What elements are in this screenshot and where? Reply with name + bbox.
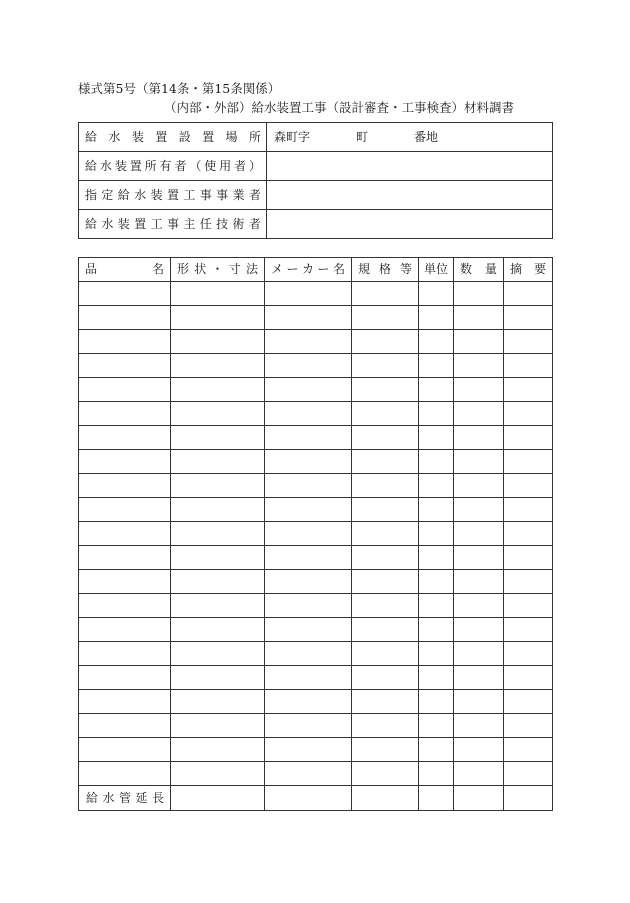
table-row [79, 498, 553, 522]
table-cell[interactable] [419, 378, 454, 402]
table-cell[interactable] [419, 282, 454, 306]
table-cell[interactable] [454, 666, 504, 690]
table-cell[interactable] [419, 570, 454, 594]
table-cell[interactable] [352, 546, 419, 570]
table-cell[interactable] [265, 330, 352, 354]
table-cell[interactable] [79, 762, 171, 786]
table-cell[interactable] [265, 786, 352, 811]
table-cell[interactable] [265, 570, 352, 594]
column-header [454, 258, 504, 282]
table-cell[interactable] [419, 666, 454, 690]
table-cell[interactable] [419, 354, 454, 378]
table-row [79, 714, 553, 738]
table-row [79, 666, 553, 690]
column-header [419, 258, 454, 282]
table-cell[interactable] [454, 426, 504, 450]
form-title: （内部・外部）給水装置工事（設計審査・工事検査）材料調書 [164, 100, 515, 115]
info-label: 給 水 装 置 所 有 者 （ 使 用 者 ） [85, 159, 261, 173]
column-header [504, 258, 553, 282]
footer-label-cell [79, 786, 171, 811]
table-cell[interactable] [504, 618, 553, 642]
table-cell[interactable] [504, 762, 553, 786]
table-cell[interactable] [265, 594, 352, 618]
info-label: 指 定 給 水 装 置 工 事 事 業 者 [85, 188, 261, 202]
table-cell[interactable] [171, 594, 265, 618]
table-cell[interactable] [265, 522, 352, 546]
column-header-label: 摘 要 [510, 262, 546, 276]
table-cell[interactable] [265, 426, 352, 450]
table-row [79, 306, 553, 330]
table-cell[interactable] [352, 786, 419, 811]
info-table [78, 122, 553, 239]
table-cell[interactable] [504, 714, 553, 738]
table-cell[interactable] [171, 618, 265, 642]
table-cell[interactable] [171, 666, 265, 690]
column-header-label: メ ー カ ー 名 [271, 262, 345, 276]
table-cell[interactable] [79, 570, 171, 594]
table-cell[interactable] [79, 618, 171, 642]
table-cell[interactable] [352, 762, 419, 786]
table-cell[interactable] [504, 450, 553, 474]
table-cell[interactable] [171, 570, 265, 594]
table-cell[interactable] [352, 594, 419, 618]
table-cell[interactable] [454, 354, 504, 378]
info-row [79, 123, 553, 152]
table-cell[interactable] [352, 402, 419, 426]
table-cell[interactable] [454, 402, 504, 426]
table-cell[interactable] [352, 498, 419, 522]
table-cell[interactable] [419, 738, 454, 762]
table-row [79, 522, 553, 546]
table-cell[interactable] [265, 450, 352, 474]
table-cell[interactable] [352, 282, 419, 306]
table-cell[interactable] [352, 618, 419, 642]
table-cell[interactable] [504, 546, 553, 570]
table-cell[interactable] [454, 450, 504, 474]
table-cell[interactable] [79, 642, 171, 666]
table-cell[interactable] [171, 306, 265, 330]
address-part: 森町字 [274, 130, 311, 144]
table-cell[interactable] [504, 594, 553, 618]
table-cell[interactable] [454, 306, 504, 330]
info-label-cell [79, 210, 267, 239]
table-cell[interactable] [265, 546, 352, 570]
table-cell[interactable] [454, 282, 504, 306]
table-cell[interactable] [171, 762, 265, 786]
table-cell[interactable] [265, 498, 352, 522]
table-cell[interactable] [504, 330, 553, 354]
table-cell[interactable] [419, 402, 454, 426]
table-cell[interactable] [454, 570, 504, 594]
table-cell[interactable] [419, 474, 454, 498]
table-cell[interactable] [504, 738, 553, 762]
table-cell[interactable] [79, 738, 171, 762]
footer-label: 給 水 管 延 長 [86, 791, 164, 805]
table-cell[interactable] [352, 306, 419, 330]
table-row [79, 618, 553, 642]
table-cell[interactable] [171, 402, 265, 426]
table-cell[interactable] [504, 786, 553, 811]
table-cell[interactable] [79, 666, 171, 690]
table-row [79, 378, 553, 402]
address-part: 番地 [414, 130, 439, 144]
table-cell[interactable] [352, 666, 419, 690]
info-row [79, 152, 553, 181]
table-cell[interactable] [79, 282, 171, 306]
table-cell[interactable] [419, 306, 454, 330]
column-header-label: 数 量 [460, 262, 497, 276]
info-label-cell [79, 152, 267, 181]
table-cell[interactable] [79, 498, 171, 522]
table-cell[interactable] [352, 450, 419, 474]
table-cell[interactable] [79, 306, 171, 330]
table-cell[interactable] [352, 330, 419, 354]
column-header-label: 形 状 ・ 寸 法 [177, 262, 258, 276]
table-cell[interactable] [504, 282, 553, 306]
table-row [79, 474, 553, 498]
table-cell[interactable] [265, 618, 352, 642]
column-header-label: 単位 [423, 262, 448, 276]
table-cell[interactable] [504, 378, 553, 402]
table-cell[interactable] [265, 378, 352, 402]
table-row [79, 402, 553, 426]
table-cell[interactable] [265, 714, 352, 738]
table-cell[interactable] [454, 330, 504, 354]
table-cell[interactable] [265, 306, 352, 330]
table-cell[interactable] [265, 738, 352, 762]
table-cell[interactable] [79, 354, 171, 378]
table-cell[interactable] [352, 522, 419, 546]
table-cell[interactable] [79, 522, 171, 546]
table-cell[interactable] [504, 666, 553, 690]
table-cell[interactable] [352, 714, 419, 738]
table-cell[interactable] [265, 474, 352, 498]
table-cell[interactable] [419, 594, 454, 618]
info-value-cell[interactable] [267, 123, 553, 152]
table-row [79, 282, 553, 306]
table-cell[interactable] [454, 498, 504, 522]
table-cell[interactable] [171, 690, 265, 714]
table-cell[interactable] [504, 306, 553, 330]
table-cell[interactable] [171, 738, 265, 762]
table-cell[interactable] [171, 282, 265, 306]
table-cell[interactable] [454, 474, 504, 498]
table-cell[interactable] [419, 714, 454, 738]
info-label: 給 水 装 置 工 事 主 任 技 術 者 [85, 217, 261, 231]
column-header [171, 258, 265, 282]
table-row [79, 330, 553, 354]
address-part: 町 [356, 130, 369, 144]
table-cell[interactable] [265, 666, 352, 690]
table-cell[interactable] [454, 714, 504, 738]
table-cell[interactable] [419, 690, 454, 714]
table-cell[interactable] [79, 474, 171, 498]
table-cell[interactable] [454, 786, 504, 811]
table-row [79, 354, 553, 378]
table-cell[interactable] [419, 450, 454, 474]
table-cell[interactable] [171, 450, 265, 474]
info-label: 給 水 装 置 設 置 場 所 [85, 130, 261, 144]
column-header [352, 258, 419, 282]
table-cell[interactable] [504, 402, 553, 426]
table-row [79, 642, 553, 666]
table-cell[interactable] [454, 378, 504, 402]
table-cell[interactable] [171, 522, 265, 546]
address-field [267, 123, 552, 151]
column-header-label: 品 名 [85, 262, 164, 276]
table-row [79, 450, 553, 474]
footer-row [79, 786, 553, 811]
info-label-cell [79, 123, 267, 152]
column-header [265, 258, 352, 282]
table-cell[interactable] [352, 354, 419, 378]
table-cell[interactable] [454, 642, 504, 666]
table-cell[interactable] [454, 594, 504, 618]
table-cell[interactable] [419, 642, 454, 666]
info-row [79, 181, 553, 210]
table-cell[interactable] [79, 450, 171, 474]
column-header [79, 258, 171, 282]
table-cell[interactable] [352, 642, 419, 666]
table-cell[interactable] [265, 354, 352, 378]
table-row [79, 690, 553, 714]
table-row [79, 762, 553, 786]
table-cell[interactable] [419, 522, 454, 546]
table-cell[interactable] [454, 522, 504, 546]
info-label-cell [79, 181, 267, 210]
table-cell[interactable] [171, 498, 265, 522]
info-row [79, 210, 553, 239]
table-cell[interactable] [454, 546, 504, 570]
table-cell[interactable] [265, 282, 352, 306]
table-cell[interactable] [265, 642, 352, 666]
table-cell[interactable] [265, 762, 352, 786]
table-cell[interactable] [454, 618, 504, 642]
table-cell[interactable] [419, 618, 454, 642]
table-cell[interactable] [419, 330, 454, 354]
table-cell[interactable] [504, 522, 553, 546]
table-cell[interactable] [504, 474, 553, 498]
table-cell[interactable] [352, 570, 419, 594]
table-cell[interactable] [504, 570, 553, 594]
table-cell[interactable] [171, 474, 265, 498]
table-row [79, 738, 553, 762]
table-cell[interactable] [454, 690, 504, 714]
table-cell[interactable] [454, 762, 504, 786]
info-value-cell[interactable] [267, 181, 553, 210]
table-row [79, 426, 553, 450]
table-cell[interactable] [79, 402, 171, 426]
table-cell[interactable] [504, 690, 553, 714]
table-cell[interactable] [419, 426, 454, 450]
table-cell[interactable] [352, 474, 419, 498]
info-value-cell[interactable] [267, 210, 553, 239]
table-cell[interactable] [79, 378, 171, 402]
table-cell[interactable] [504, 354, 553, 378]
table-cell[interactable] [352, 426, 419, 450]
table-row [79, 594, 553, 618]
table-cell[interactable] [419, 546, 454, 570]
table-cell[interactable] [352, 738, 419, 762]
table-cell[interactable] [171, 546, 265, 570]
column-header-label: 規 格 等 [358, 262, 412, 276]
table-row [79, 570, 553, 594]
table-cell[interactable] [504, 498, 553, 522]
table-cell[interactable] [79, 330, 171, 354]
table-cell[interactable] [265, 690, 352, 714]
info-value-cell[interactable] [267, 152, 553, 181]
table-cell[interactable] [171, 786, 265, 811]
table-cell[interactable] [419, 786, 454, 811]
table-cell[interactable] [171, 714, 265, 738]
form-number: 様式第5号（第14条・第15条関係） [78, 81, 281, 96]
table-cell[interactable] [419, 762, 454, 786]
table-cell[interactable] [79, 594, 171, 618]
table-cell[interactable] [171, 354, 265, 378]
table-cell[interactable] [352, 378, 419, 402]
table-cell[interactable] [171, 642, 265, 666]
table-cell[interactable] [79, 690, 171, 714]
table-cell[interactable] [171, 426, 265, 450]
table-cell[interactable] [171, 330, 265, 354]
table-cell[interactable] [79, 546, 171, 570]
table-cell[interactable] [79, 426, 171, 450]
table-cell[interactable] [171, 378, 265, 402]
table-cell[interactable] [79, 714, 171, 738]
table-cell[interactable] [419, 498, 454, 522]
table-cell[interactable] [504, 426, 553, 450]
table-cell[interactable] [504, 642, 553, 666]
material-table [78, 257, 553, 811]
table-cell[interactable] [265, 402, 352, 426]
table-row [79, 546, 553, 570]
table-header-row [79, 258, 553, 282]
table-cell[interactable] [454, 738, 504, 762]
table-cell[interactable] [352, 690, 419, 714]
